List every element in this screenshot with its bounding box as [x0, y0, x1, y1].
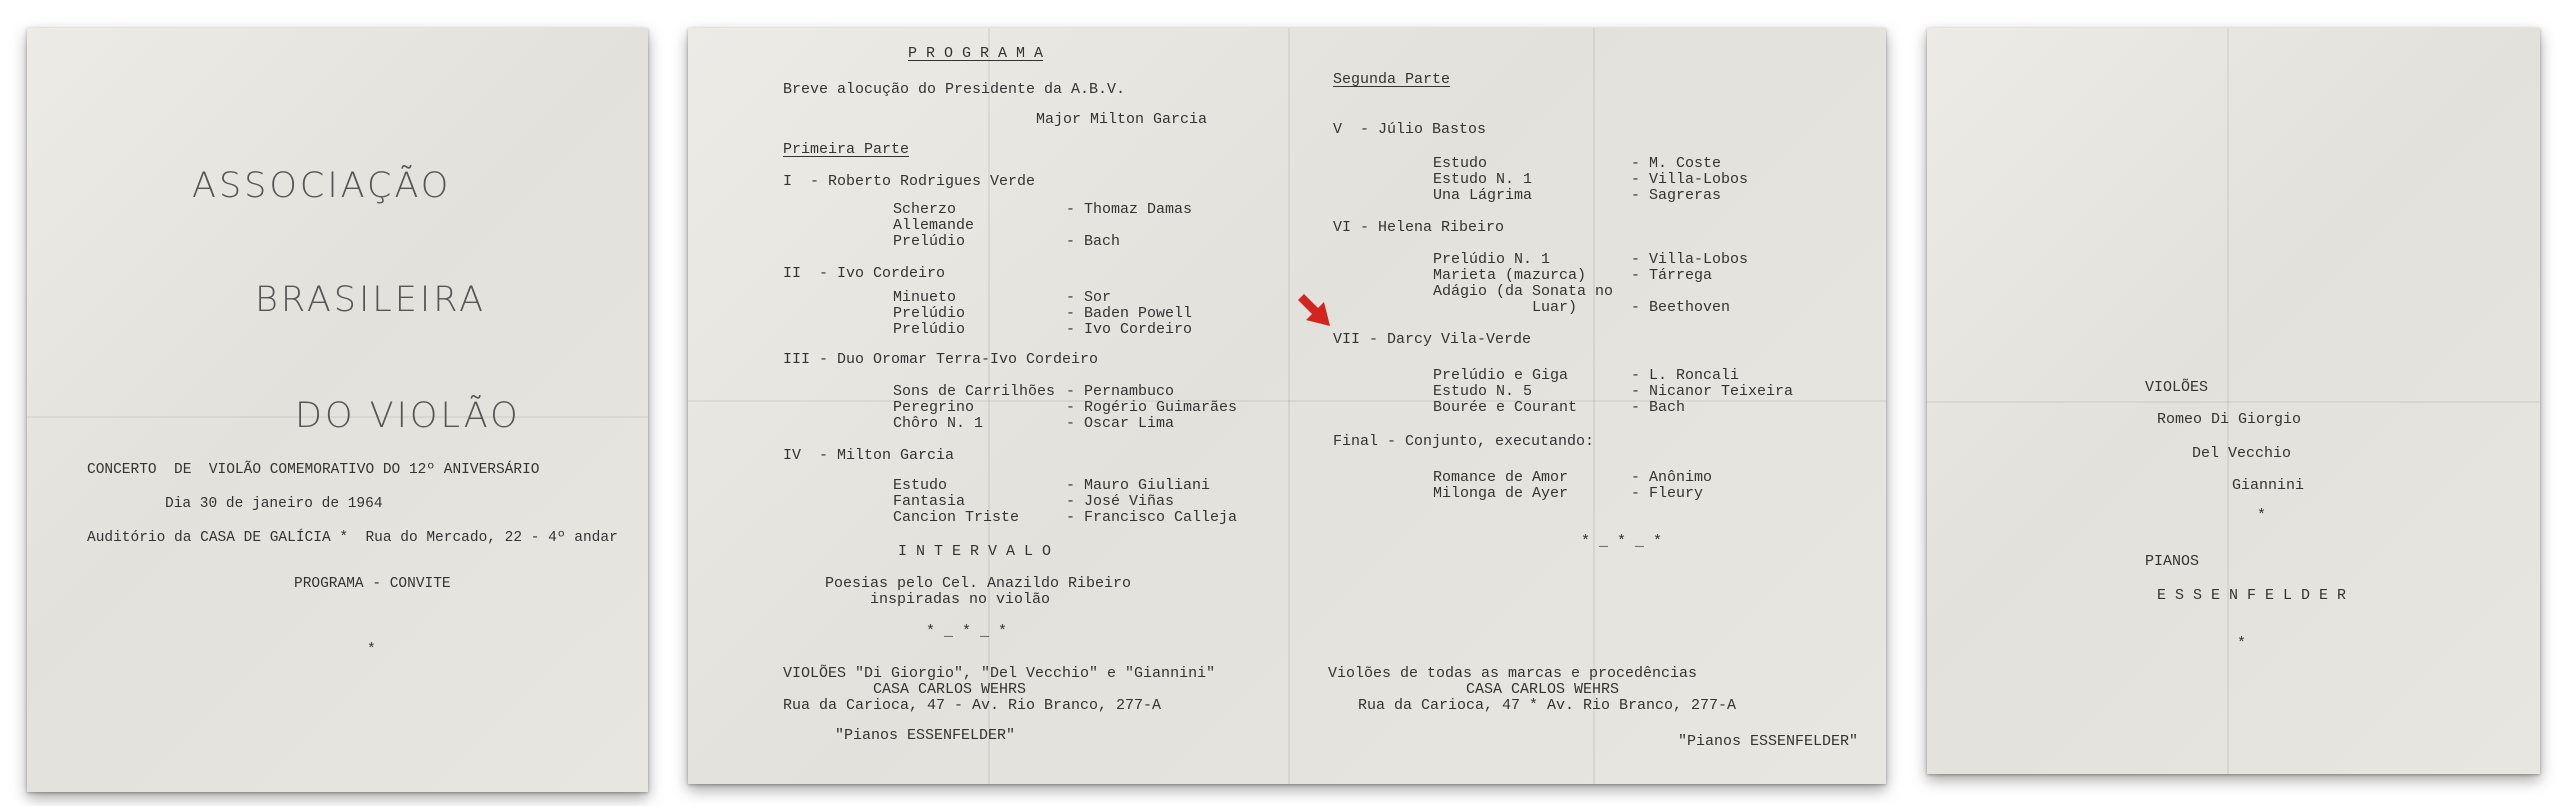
composer: - Pernambuco: [1066, 383, 1175, 400]
section-label: II - Ivo Cordeiro: [783, 265, 946, 282]
cover-mark: *: [367, 642, 376, 658]
piece: Estudo N. 1: [1433, 171, 1533, 188]
stars-separator: * _ * _ *: [926, 623, 1008, 640]
back-violoes: VIOLÕES: [2145, 379, 2209, 396]
poesias-line2: inspiradas no violão: [870, 591, 1051, 608]
piece: Minueto: [893, 289, 957, 306]
cover-date: Dia 30 de janeiro de 1964: [165, 496, 383, 512]
fold-line: [688, 400, 1886, 402]
composer: - Baden Powell: [1066, 305, 1193, 322]
piece: Bourée e Courant: [1433, 399, 1578, 416]
composer: - M. Coste: [1631, 155, 1722, 172]
composer: - Rogério Guimarães: [1066, 399, 1238, 416]
piece: Adágio (da Sonata no: [1433, 283, 1614, 300]
cover-venue: Auditório da CASA DE GALÍCIA * Rua do Mercado, 22 - 4º andar: [87, 530, 618, 546]
piece: Estudo: [893, 477, 948, 494]
part2-heading: Segunda Parte: [1333, 71, 1451, 88]
final-label: Final - Conjunto, executando:: [1333, 433, 1595, 450]
piece: Una Lágrima: [1433, 187, 1533, 204]
footer-casa: CASA CARLOS WEHRS: [1466, 681, 1620, 698]
section-label: VI - Helena Ribeiro: [1333, 219, 1505, 236]
piece: Fantasia: [893, 493, 966, 510]
piece: Milonga de Ayer: [1433, 485, 1569, 502]
footer-violoes: Violões de todas as marcas e procedências: [1328, 665, 1698, 682]
back-mark1: *: [2257, 507, 2267, 524]
composer: - Bach: [1066, 233, 1121, 250]
cover-program-label: PROGRAMA - CONVITE: [294, 576, 451, 592]
back-brand2: Del Vecchio: [2192, 445, 2292, 462]
composer: - Thomaz Damas: [1066, 201, 1193, 218]
piece: Chôro N. 1: [893, 415, 984, 432]
back-brand3: Giannini: [2232, 477, 2305, 494]
composer: - Mauro Giuliani: [1066, 477, 1211, 494]
back-brand1: Romeo Di Giorgio: [2157, 411, 2302, 428]
piece: Allemande: [893, 217, 975, 234]
footer-pianos: "Pianos ESSENFELDER": [835, 727, 1016, 744]
composer: - Tárrega: [1631, 267, 1713, 284]
section-label: III - Duo Oromar Terra-Ivo Cordeiro: [783, 351, 1099, 368]
composer: - Bach: [1631, 399, 1686, 416]
piece: Scherzo: [893, 201, 957, 218]
program-intro: Breve alocução do Presidente da A.B.V.: [783, 81, 1126, 98]
program-heading: P R O G R A M A: [908, 45, 1044, 62]
footer-address: Rua da Carioca, 47 * Av. Rio Branco, 277-A: [1358, 697, 1737, 714]
piece: Sons de Carrilhões: [893, 383, 1056, 400]
back-pianos: PIANOS: [2145, 553, 2200, 570]
composer: - Oscar Lima: [1066, 415, 1175, 432]
footer-address: Rua da Carioca, 47 - Av. Rio Branco, 277-A: [783, 697, 1162, 714]
part1-heading: Primeira Parte: [783, 141, 910, 158]
composer: - Anônimo: [1631, 469, 1713, 486]
stars-separator: * _ * _ *: [1581, 533, 1663, 550]
piece: Marieta (mazurca): [1433, 267, 1587, 284]
intervalo: I N T E R V A L O: [898, 543, 1052, 560]
cover-title-line1: ASSOCIAÇÃO: [192, 166, 452, 206]
footer-pianos: "Pianos ESSENFELDER": [1678, 733, 1859, 750]
center-fold: [1288, 28, 1290, 784]
piece: Prelúdio N. 1: [1433, 251, 1551, 268]
piece: Romance de Amor: [1433, 469, 1569, 486]
cover-title-line2: BRASILEIRA: [255, 280, 487, 320]
poesias-line1: Poesias pelo Cel. Anazildo Ribeiro: [825, 575, 1132, 592]
fold-line: [1927, 401, 2540, 403]
composer: - Villa-Lobos: [1631, 251, 1749, 268]
section-label: VII - Darcy Vila-Verde: [1333, 331, 1532, 348]
piece: Prelúdio: [893, 233, 966, 250]
back-sheet: [1927, 28, 2540, 774]
piece: Prelúdio: [893, 321, 966, 338]
piece: Estudo N. 5: [1433, 383, 1533, 400]
red-arrow-icon: [1296, 294, 1332, 328]
cover-subtitle: CONCERTO DE VIOLÃO COMEMORATIVO DO 12º ANIVERSÁRIO: [87, 462, 540, 478]
piece: Prelúdio e Giga: [1433, 367, 1569, 384]
composer: - Nicanor Teixeira: [1631, 383, 1794, 400]
program-president: Major Milton Garcia: [1036, 111, 1208, 128]
back-essenfelder: E S S E N F E L D E R: [2157, 587, 2347, 604]
section-label: IV - Milton Garcia: [783, 447, 955, 464]
footer-violoes: VIOLÕES "Di Giorgio", "Del Vecchio" e "Giannini": [783, 665, 1216, 682]
composer: - José Viñas: [1066, 493, 1175, 510]
composer: - Francisco Calleja: [1066, 509, 1238, 526]
footer-casa: CASA CARLOS WEHRS: [873, 681, 1027, 698]
section-label: V - Júlio Bastos: [1333, 121, 1487, 138]
composer: - Sagreras: [1631, 187, 1722, 204]
piece: Cancion Triste: [893, 509, 1020, 526]
piece: Peregrino: [893, 399, 975, 416]
back-mark2: *: [2237, 635, 2247, 652]
composer: - Fleury: [1631, 485, 1704, 502]
cover-title-line3: DO VIOLÃO: [295, 396, 521, 436]
piece: Luar): [1433, 299, 1578, 316]
inside-spread: [688, 28, 1886, 784]
composer: - Ivo Cordeiro: [1066, 321, 1193, 338]
section-label: I - Roberto Rodrigues Verde: [783, 173, 1036, 190]
composer: - Villa-Lobos: [1631, 171, 1749, 188]
cover-sheet: [27, 28, 648, 792]
piece: Prelúdio: [893, 305, 966, 322]
composer: - Beethoven: [1631, 299, 1731, 316]
composer: - Sor: [1066, 289, 1112, 306]
composer: - L. Roncali: [1631, 367, 1740, 384]
piece: Estudo: [1433, 155, 1488, 172]
